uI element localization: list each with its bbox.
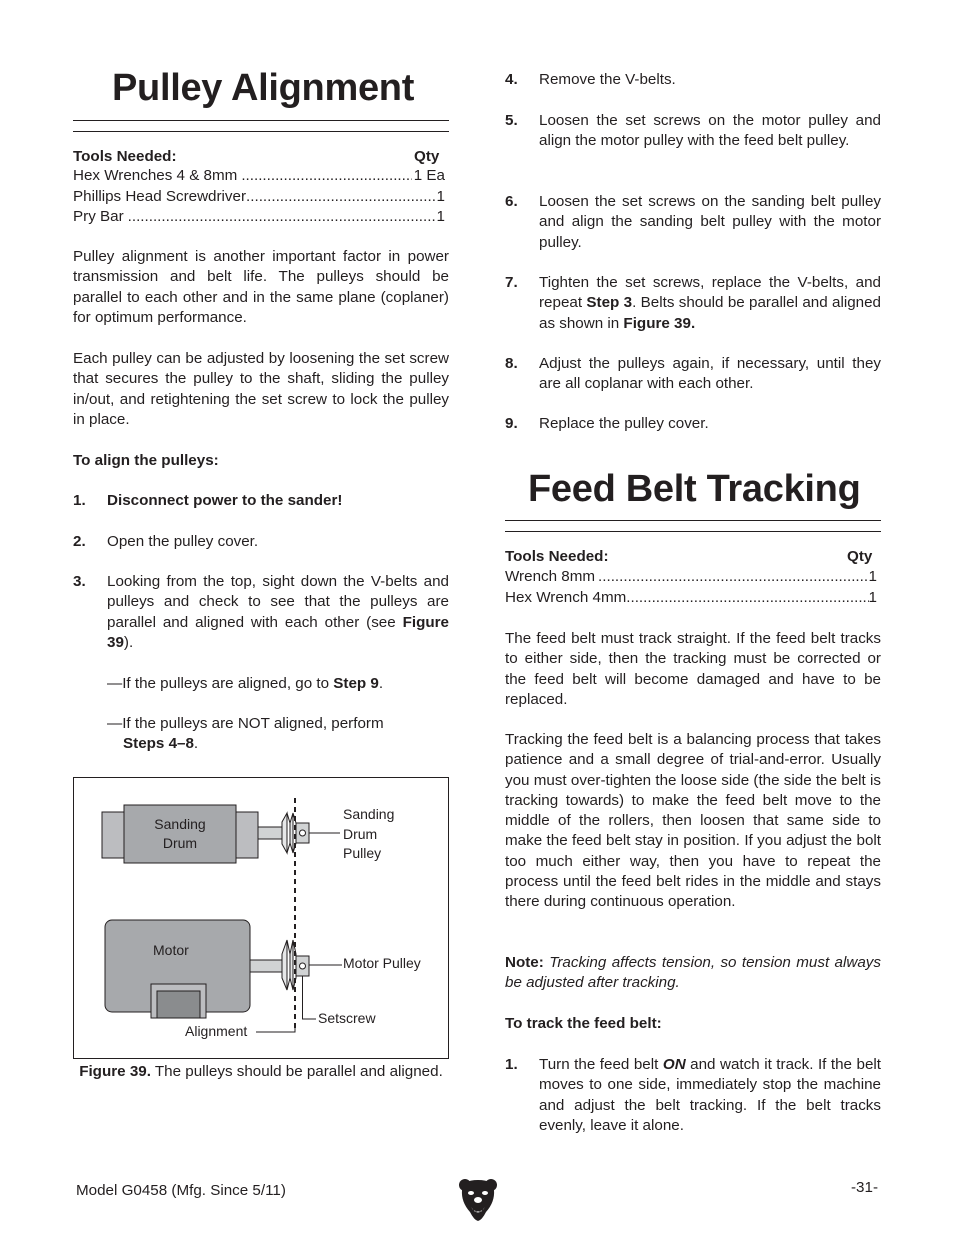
title-rule-bottom xyxy=(505,531,881,532)
footer-model: Model G0458 (Mfg. Since 5/11) xyxy=(76,1182,286,1199)
section-title-pulley-alignment: Pulley Alignment xyxy=(112,67,415,109)
step-number: 2. xyxy=(73,533,86,550)
step-8 xyxy=(505,354,881,396)
step-number: 6. xyxy=(505,193,518,210)
tool-name: Pry Bar xyxy=(73,208,124,225)
setscrew-leader xyxy=(303,976,317,1019)
step-number: 3. xyxy=(73,573,86,590)
tool-name: Hex Wrench 4mm xyxy=(505,589,627,606)
step-text: Disconnect power to the sander! xyxy=(107,492,343,509)
step-text: Looking from the top, sight down the V-belts and pulleys and check to see that the pulleys are parallel and aligned with each other (see Figure 39). xyxy=(107,573,449,651)
tool-qty: 1 Ea xyxy=(413,167,445,184)
tool-row xyxy=(505,567,877,587)
qty-label: Qty xyxy=(414,148,440,165)
tool-name: Phillips Head Screwdriver xyxy=(73,188,247,205)
step-2 xyxy=(73,532,449,554)
step-number: 7. xyxy=(505,274,518,291)
bear-logo-icon xyxy=(458,1176,498,1222)
drum-end-left xyxy=(102,812,124,858)
body-paragraph: Tracking the feed belt is a balancing process that takes patience and a small degree of trial-and-error. Usually you must over-tighten the loose side (the side the belt is tracking towards) to make the feed belt move to the middle of the rollers, then loosen that same side to make the feed belt stay in position. If you adjust the bolt too much either way, then you have to repeat the process until the feed belt rides in the middle and stays there during continuous operation. xyxy=(505,731,881,911)
track-step-1 xyxy=(505,1055,881,1139)
step-3-subnote: —If the pulleys are aligned, go to Step 9. xyxy=(107,675,384,692)
step-number: 1. xyxy=(73,492,86,509)
step-number: 9. xyxy=(505,415,518,432)
figure-39-caption: Figure 39. The pulleys should be parallel and aligned. xyxy=(79,1063,443,1080)
step-number: 1. xyxy=(505,1056,518,1073)
step-text: Loosen the set screws on the sanding belt pulley and align the sanding belt pulley with the motor pulley. xyxy=(539,193,881,251)
title-rule-top xyxy=(505,520,881,521)
step-text: Adjust the pulleys again, if necessary, until they are all coplanar with each other. xyxy=(539,355,881,393)
tool-qty: 1 xyxy=(436,188,445,205)
tool-name: Wrench 8mm xyxy=(505,568,596,585)
tool-row xyxy=(505,588,877,608)
subheading-track-feed-belt: To track the feed belt: xyxy=(505,1015,662,1032)
tool-row xyxy=(73,166,445,186)
step-text: Remove the V-belts. xyxy=(539,71,676,88)
label-sanding-drum-pulley: Sanding Drum Pulley xyxy=(343,806,395,861)
figure-39-frame xyxy=(73,777,449,1059)
step-6 xyxy=(505,192,881,254)
tool-row xyxy=(73,207,445,227)
tool-row xyxy=(73,187,445,207)
step-text: Tighten the set screws, replace the V-belts, and repeat Step 3. Belts should be parallel and aligned as shown in Figure 39. xyxy=(539,274,881,332)
qty-label: Qty xyxy=(847,548,873,565)
drum-shaft xyxy=(258,827,282,839)
step-text: Turn the feed belt ON and watch it track. If the belt moves to one side, immediately stop the machine and adjust the belt tracking. If the belt tracks evenly, leave it alone. xyxy=(539,1056,881,1134)
body-paragraph: Each pulley can be adjusted by loosening the set screw that secures the pulley to the shaft, sliding the pulley in/out, and retightening the set screw to lock the pulley in place. xyxy=(73,350,449,428)
step-number: 8. xyxy=(505,355,518,372)
footer-page-number: -31- xyxy=(851,1179,879,1196)
label-alignment: Alignment xyxy=(185,1023,248,1039)
tool-qty: 1 xyxy=(868,568,877,585)
drum-end-right xyxy=(236,812,258,858)
body-paragraph: The feed belt must track straight. If the feed belt tracks to either side, then the tracking must be corrected or the feed belt will become damaged and have to be replaced. xyxy=(505,630,881,708)
step-text: Open the pulley cover. xyxy=(107,533,259,550)
tools-needed-label: Tools Needed: xyxy=(73,148,177,165)
tool-name: Hex Wrenches 4 & 8mm xyxy=(73,167,238,184)
label-setscrew: Setscrew xyxy=(318,1010,376,1026)
note-paragraph xyxy=(505,953,881,994)
label-motor: Motor xyxy=(153,942,189,958)
tool-qty: 1 xyxy=(436,208,445,225)
motor-base-inner xyxy=(157,991,200,1018)
step-5 xyxy=(505,111,881,173)
body-paragraph: Pulley alignment is another important factor in power transmission and belt life. The pulleys should be parallel to each other and in the same plane (coplaner) for optimum performance. xyxy=(73,248,449,326)
alignment-leader xyxy=(256,1026,295,1032)
label-motor-pulley: Motor Pulley xyxy=(343,955,421,971)
motor-shaft xyxy=(250,960,282,972)
subheading-align-pulleys: To align the pulleys: xyxy=(73,452,219,469)
title-rule-top xyxy=(73,120,449,121)
step-text: Replace the pulley cover. xyxy=(539,415,709,432)
step-7 xyxy=(505,273,881,335)
step-4 xyxy=(505,70,881,92)
step-1 xyxy=(73,491,449,513)
note-label: Note: xyxy=(505,954,544,971)
tools-needed-label: Tools Needed: xyxy=(505,548,609,565)
label-sanding-drum: Sanding Drum xyxy=(154,816,206,851)
step-9 xyxy=(505,414,881,436)
title-rule-bottom xyxy=(73,131,449,132)
step-number: 5. xyxy=(505,112,518,129)
note-text: Tracking affects tension, so tension must always be adjusted after tracking. xyxy=(505,954,881,992)
tool-qty: 1 xyxy=(868,589,877,606)
step-text: Loosen the set screws on the motor pulley and align the motor pulley with the feed belt pulley. xyxy=(539,112,881,150)
step-number: 4. xyxy=(505,71,518,88)
section-title-feed-belt-tracking: Feed Belt Tracking xyxy=(528,468,861,510)
step-3-subnote: —If the pulleys are NOT aligned, perform Steps 4–8. xyxy=(107,715,384,753)
step-3 xyxy=(73,572,449,656)
